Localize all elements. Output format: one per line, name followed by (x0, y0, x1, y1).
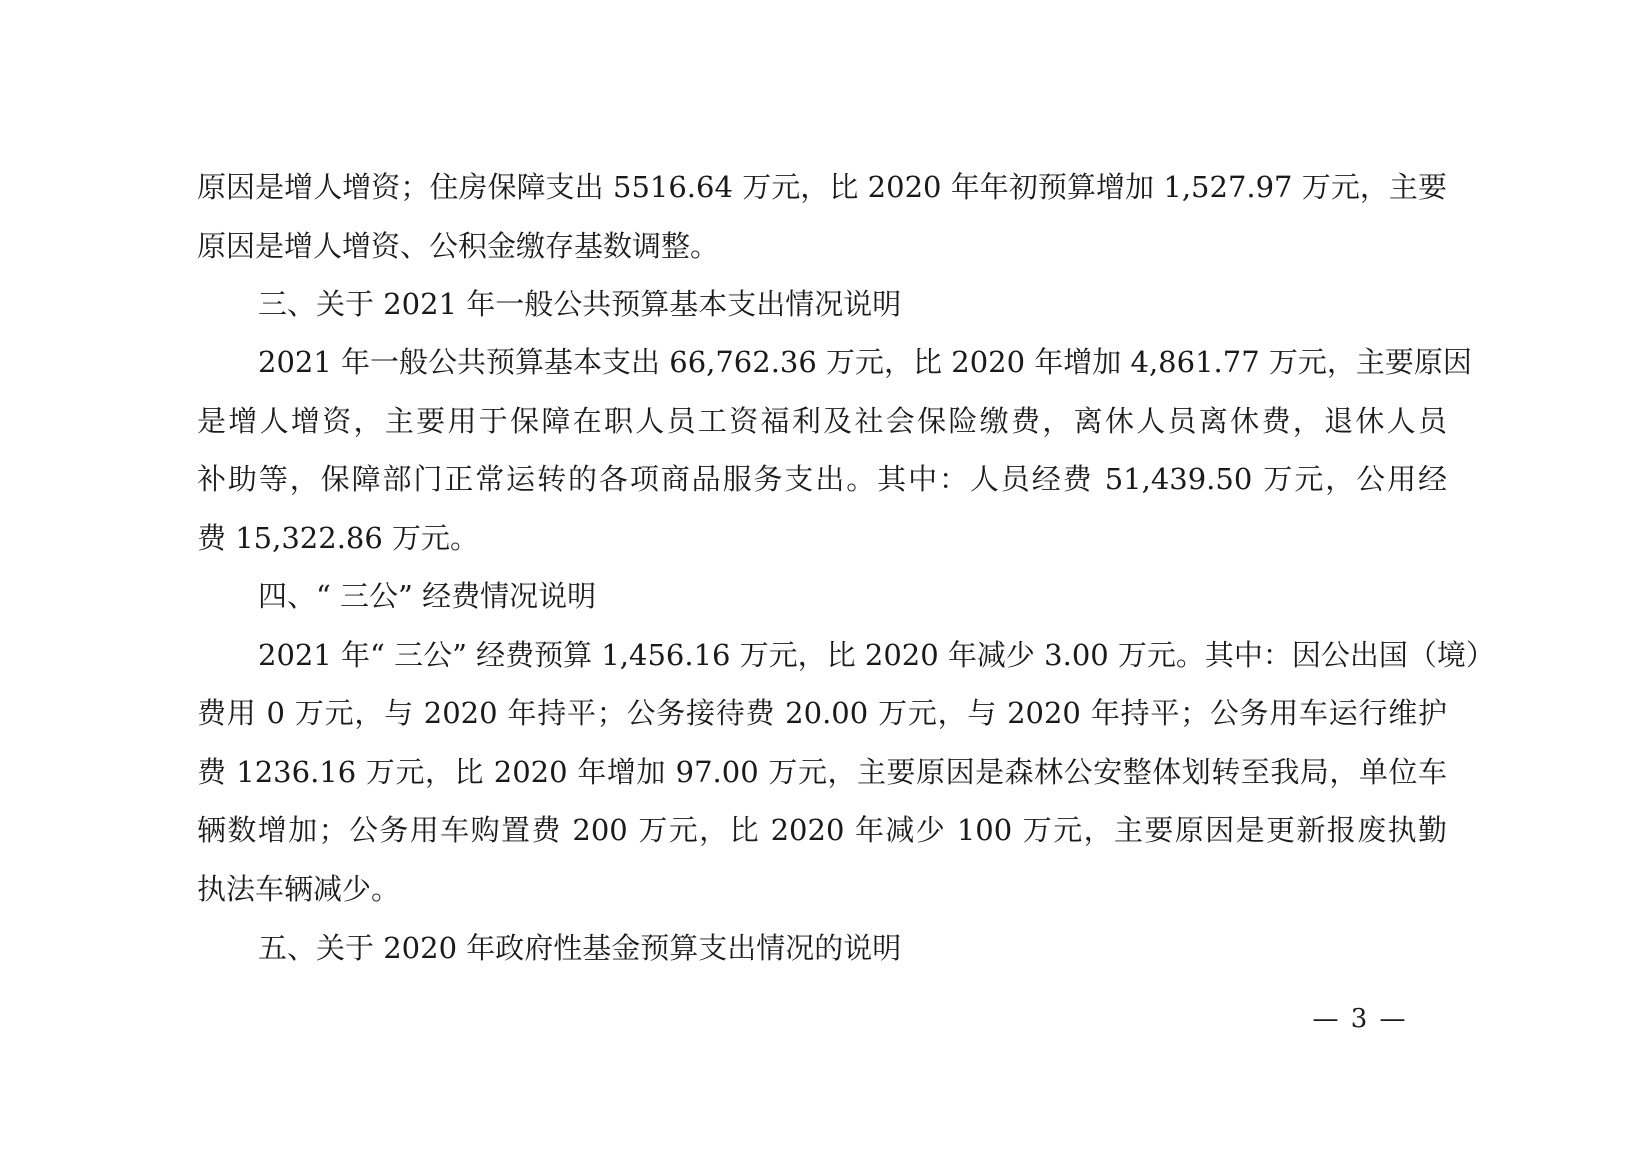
paragraph-line: 执法车辆减少。 (197, 872, 401, 906)
page-number: — 3 — (1312, 1004, 1408, 1034)
section-heading-5: 五、关于 2020 年政府性基金预算支出情况的说明 (258, 931, 902, 965)
paragraph-line: 原因是增人增资、公积金缴存基数调整。 (197, 229, 720, 263)
paragraph-line: 辆数增加；公务用车购置费 200 万元，比 2020 年减少 100 万元，主要原因是更新报废执勤 (197, 813, 1447, 847)
section-heading-4: 四、“ 三公” 经费情况说明 (258, 579, 597, 613)
paragraph-line: 补助等，保障部门正常运转的各项商品服务支出。其中：人员经费 51,439.50 万元，公用经 (197, 462, 1447, 496)
paragraph-line: 2021 年“ 三公” 经费预算 1,456.16 万元，比 2020 年减少 3.00 万元。其中：因公出国（境） (258, 638, 1495, 672)
paragraph-line: 费 1236.16 万元，比 2020 年增加 97.00 万元，主要原因是森林公安整体划转至我局，单位车 (197, 755, 1447, 789)
paragraph-line: 原因是增人增资；住房保障支出 5516.64 万元，比 2020 年年初预算增加 1,527.97 万元，主要 (197, 170, 1447, 204)
paragraph-line: 是增人增资，主要用于保障在职人员工资福利及社会保险缴费，离休人员离休费，退休人员 (197, 404, 1447, 438)
paragraph-line: 2021 年一般公共预算基本支出 66,762.36 万元，比 2020 年增加 4,861.77 万元，主要原因 (258, 345, 1472, 379)
section-heading-3: 三、关于 2021 年一般公共预算基本支出情况说明 (258, 287, 902, 321)
paragraph-line: 费用 0 万元，与 2020 年持平；公务接待费 20.00 万元，与 2020 年持平；公务用车运行维护 (197, 696, 1447, 730)
paragraph-line: 费 15,322.86 万元。 (197, 521, 480, 555)
